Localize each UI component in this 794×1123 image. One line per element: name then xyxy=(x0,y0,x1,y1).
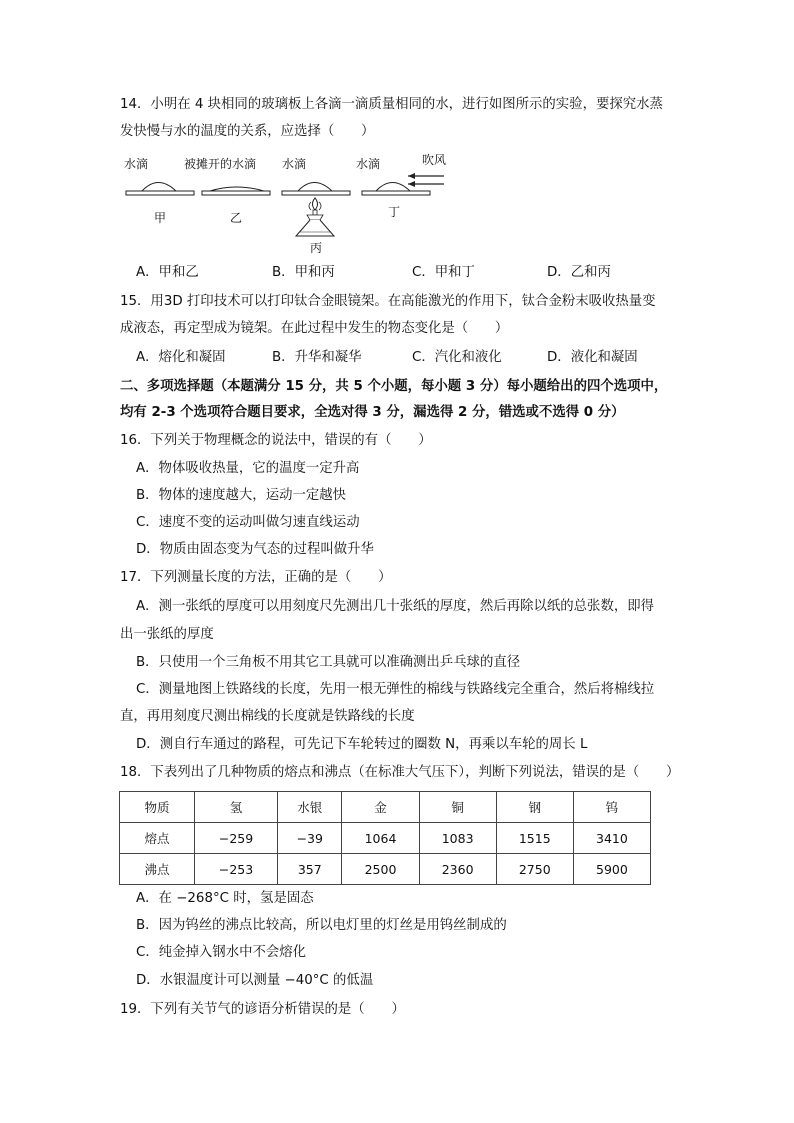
q17-option-b[interactable]: B．只使用一个三角板不用其它工具就可以准确测出乒乓球的直径 xyxy=(136,655,521,670)
q14-experiment-figure xyxy=(124,152,454,258)
table-cell: 5900 xyxy=(573,854,650,885)
q18-melting-boiling-table xyxy=(119,791,651,885)
cap-yi: 乙 xyxy=(230,211,243,225)
cap-ding: 丁 xyxy=(388,205,401,219)
q15-options xyxy=(136,349,638,367)
table-header-cell: 氢 xyxy=(195,792,278,823)
label-drop-jia: 水滴 xyxy=(124,157,149,171)
table-header-cell: 金 xyxy=(342,792,419,823)
table-header-cell: 物质 xyxy=(120,792,195,823)
section2-heading-line1: 二、多项选择题（本题满分 15 分，共 5 个小题，每小题 3 分）每小题给出的四个选项中， xyxy=(120,379,668,394)
q15-option-a[interactable]: A．熔化和凝固 xyxy=(136,350,226,365)
label-spread-drop: 被摊开的水滴 xyxy=(184,157,257,171)
table-cell: 1083 xyxy=(419,823,496,854)
q14-options xyxy=(136,264,611,282)
table-cell: −259 xyxy=(195,823,278,854)
q18-option-c[interactable]: C．纯金掉入钢水中不会熔化 xyxy=(136,945,307,960)
table-cell: 3410 xyxy=(573,823,650,854)
cap-bing: 丙 xyxy=(310,241,323,255)
table-cell: 1515 xyxy=(496,823,573,854)
q16-option-c[interactable]: C．速度不变的运动叫做匀速直线运动 xyxy=(136,515,360,530)
q16-option-d[interactable]: D．物质由固态变为气态的过程叫做升华 xyxy=(136,542,374,557)
q14-option-a[interactable]: A．甲和乙 xyxy=(136,265,199,280)
q14-option-c[interactable]: C．甲和丁 xyxy=(412,265,475,280)
q17-stem: 17．下列测量长度的方法，正确的是（ ） xyxy=(120,570,392,585)
table-header-row xyxy=(120,792,651,823)
q18-option-d[interactable]: D．水银温度计可以测量 −40°C 的低温 xyxy=(136,973,374,988)
table-row xyxy=(120,854,651,885)
q14-stem-line1: 14．小明在 4 块相同的玻璃板上各滴一滴质量相同的水，进行如图所示的实验，要探究水蒸 xyxy=(120,97,663,112)
alcohol-lamp-icon xyxy=(296,198,334,236)
q16-stem: 16．下列关于物理概念的说法中，错误的有（ ） xyxy=(120,433,432,448)
label-drop-ding: 水滴 xyxy=(356,157,381,171)
section2-heading-line2: 均有 2-3 个选项符合题目要求，全选对得 3 分，漏选得 2 分，错选或不选得 0 分） xyxy=(120,405,625,420)
table-header-cell: 钢 xyxy=(496,792,573,823)
q16-option-b[interactable]: B．物体的速度越大，运动一定越快 xyxy=(136,488,347,503)
table-cell: 沸点 xyxy=(120,854,195,885)
q15-stem-line2: 成液态，再定型成为镜架。在此过程中发生的物态变化是（ ） xyxy=(120,321,509,336)
plate-bing xyxy=(282,183,350,196)
q18-option-b[interactable]: B．因为钨丝的沸点比较高，所以电灯里的灯丝是用钨丝制成的 xyxy=(136,918,507,933)
q17-option-c-line2: 直，再用刻度尺测出棉线的长度就是铁路线的长度 xyxy=(120,709,415,724)
table-cell: 357 xyxy=(278,854,342,885)
table-header-cell: 钨 xyxy=(573,792,650,823)
table-cell: 1064 xyxy=(342,823,419,854)
plate-yi xyxy=(202,187,270,195)
q14-option-b[interactable]: B．甲和丙 xyxy=(272,265,335,280)
q16-option-a[interactable]: A．物体吸收热量，它的温度一定升高 xyxy=(136,461,360,476)
q18-stem: 18．下表列出了几种物质的熔点和沸点（在标准大气压下），判断下列说法，错误的是（ ） xyxy=(120,765,680,780)
q15-option-c[interactable]: C．汽化和液化 xyxy=(412,350,502,365)
table-header-cell: 水银 xyxy=(278,792,342,823)
q14-option-d[interactable]: D．乙和丙 xyxy=(547,265,611,280)
table-cell: 熔点 xyxy=(120,823,195,854)
table-cell: 2750 xyxy=(496,854,573,885)
q19-stem: 19．下列有关节气的谚语分析错误的是（ ） xyxy=(120,1002,405,1017)
q14-stem-line2: 发快慢与水的温度的关系，应选择（ ） xyxy=(120,124,375,139)
wind-arrows-icon xyxy=(408,173,444,187)
table-header-cell: 铜 xyxy=(419,792,496,823)
table-cell: 2360 xyxy=(419,854,496,885)
cap-jia: 甲 xyxy=(154,211,167,225)
q17-option-a-line2: 出一张纸的厚度 xyxy=(120,627,214,642)
label-drop-bing: 水滴 xyxy=(282,157,307,171)
q14-figure-svg xyxy=(124,152,454,258)
q15-option-b[interactable]: B．升华和凝华 xyxy=(272,350,362,365)
q18-option-a[interactable]: A．在 −268°C 时，氢是固态 xyxy=(136,891,314,906)
q17-option-c-line1[interactable]: C．测量地图上铁路线的长度，先用一根无弹性的棉线与铁路线完全重合，然后将棉线拉 xyxy=(136,682,655,697)
table-cell: −253 xyxy=(195,854,278,885)
label-blow-wind: 吹风 xyxy=(422,153,447,167)
q15-option-d[interactable]: D．液化和凝固 xyxy=(547,350,638,365)
table-cell: −39 xyxy=(278,823,342,854)
table-row xyxy=(120,823,651,854)
q15-stem-line1: 15．用3D 打印技术可以打印钛合金眼镜架。在高能激光的作用下，钛合金粉末吸收热量变 xyxy=(120,294,656,309)
q17-option-d[interactable]: D．测自行车通过的路程，可先记下车轮转过的圈数 N，再乘以车轮的周长 L xyxy=(136,737,588,752)
q17-option-a-line1[interactable]: A．测一张纸的厚度可以用刻度尺先测出几十张纸的厚度，然后再除以纸的总张数，即得 xyxy=(136,599,655,614)
table-cell: 2500 xyxy=(342,854,419,885)
plate-jia xyxy=(126,183,194,196)
